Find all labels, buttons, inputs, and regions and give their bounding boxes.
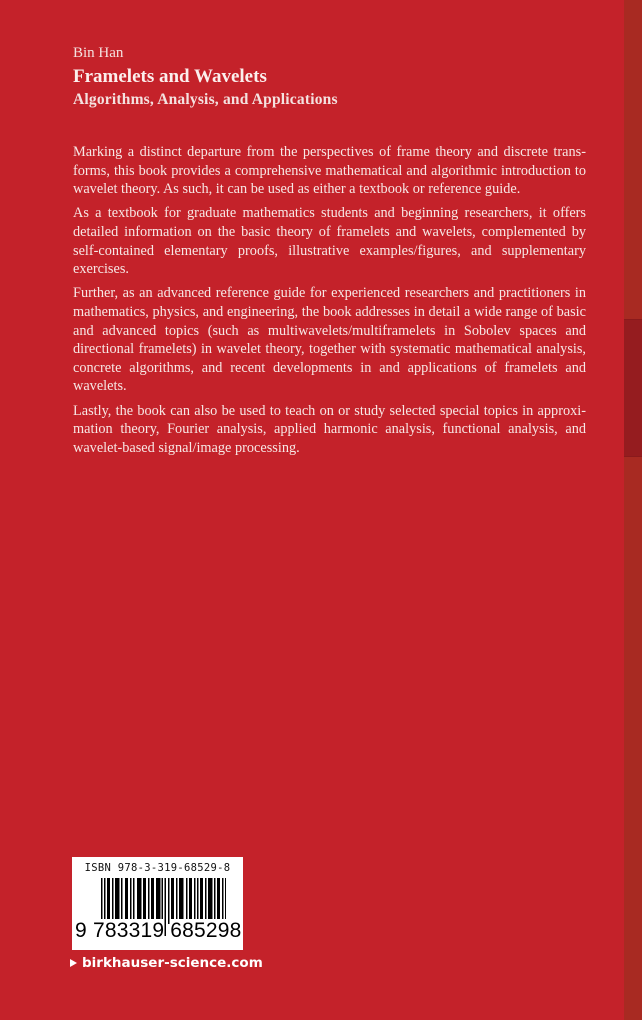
- play-arrow-icon: [70, 959, 77, 967]
- book-subtitle: Algorithms, Analysis, and Applications: [73, 91, 338, 108]
- ean-first-digit: 9: [75, 919, 87, 942]
- ean-right-group: 685298: [170, 919, 242, 942]
- isbn-label: ISBN 978-3-319-68529-8: [84, 862, 231, 874]
- ean-left-group: 783319: [92, 919, 165, 942]
- spine-edge: [624, 0, 642, 1020]
- book-title: Framelets and Wavelets: [73, 66, 267, 87]
- publisher-website-link[interactable]: [70, 955, 263, 971]
- author-name: Bin Han: [73, 45, 124, 61]
- blurb-paragraph: Lastly, the book can also be used to teach on or study selected special topics in approximation theory, Fourier analysis, applied harmonic analysis, functional analysis, and wavelet-based signal/image processing.: [73, 402, 586, 456]
- back-cover-blurb: [73, 143, 586, 463]
- blurb-paragraph: As a textbook for graduate mathematics students and beginning researchers, it offers detailed information on the basic theory of framelets and wavelets, complemented by self-contained elementary proofs, illustrative examples/figures, and supplementary exercises.: [73, 205, 586, 278]
- ean-digits: [75, 919, 243, 943]
- publisher-url: birkhauser-science.com: [82, 955, 263, 971]
- spine-band: [624, 319, 642, 457]
- book-header: [73, 44, 593, 110]
- blurb-paragraph: Marking a distinct departure from the perspectives of frame theory and discrete transforms, this book provides a comprehensive mathematical and algorithmic introduction to wavelet theory. As such, it can be used as either a textbook or reference guide.: [73, 144, 586, 198]
- blurb-paragraph: Further, as an advanced reference guide for experienced researchers and practitioners in mathematics, physics, and engineering, the book addresses in detail a wide range of basic and advanced topics (such as multiwavelets/multiframelets in Sobolev spaces and directional framelets) in wavelet theory, together with systematic mathematical analysis, concrete algorithms, and recent developments in and applications of framelets and wavelets.: [73, 285, 586, 395]
- isbn-barcode: [72, 857, 243, 950]
